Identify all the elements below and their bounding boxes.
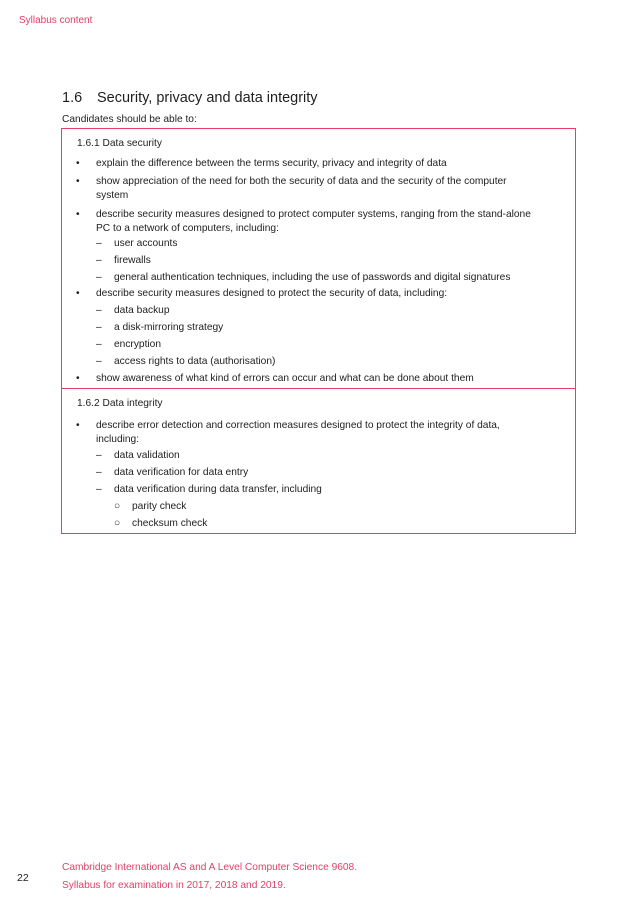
section-divider (62, 388, 575, 389)
list-item-continuation: including: (96, 434, 140, 445)
bullet-marker: • (76, 158, 80, 169)
subsection-heading-data-integrity: 1.6.2 Data integrity (77, 398, 163, 409)
list-item-continuation: system (96, 190, 129, 201)
bullet-marker: • (76, 209, 80, 220)
dash-marker: – (96, 484, 102, 495)
section-title-text: Security, privacy and data integrity (97, 90, 318, 106)
intro-text: Candidates should be able to: (62, 114, 197, 125)
sub-list-item: a disk-mirroring strategy (114, 322, 224, 333)
dash-marker: – (96, 255, 102, 266)
list-item: show appreciation of the need for both the security of data and the security of the computer (96, 176, 507, 187)
dash-marker: – (96, 238, 102, 249)
sub-list-item: user accounts (114, 238, 178, 249)
dash-marker: – (96, 450, 102, 461)
section-title (62, 90, 318, 106)
list-item-continuation: PC to a network of computers, including: (96, 223, 279, 234)
dash-marker: – (96, 305, 102, 316)
sub-list-item: data validation (114, 450, 180, 461)
list-item: describe security measures designed to protect computer systems, ranging from the stand-alone (96, 209, 531, 220)
sub-list-item: data backup (114, 305, 170, 316)
sub-list-item: access rights to data (authorisation) (114, 356, 276, 367)
sub-list-item: general authentication techniques, including the use of passwords and digital signatures (114, 272, 511, 283)
page-number: 22 (17, 872, 29, 884)
bullet-marker: • (76, 176, 80, 187)
footer-title: Cambridge International AS and A Level Computer Science 9608. (62, 862, 358, 873)
sub-sub-list-item: checksum check (132, 518, 208, 529)
dash-marker: – (96, 272, 102, 283)
list-item: describe security measures designed to protect the security of data, including: (96, 288, 448, 299)
circle-marker: ○ (114, 518, 121, 529)
content-box (61, 128, 576, 534)
sub-list-item: data verification during data transfer, including (114, 484, 322, 495)
bullet-marker: • (76, 288, 80, 299)
sub-list-item: data verification for data entry (114, 467, 249, 478)
list-item: explain the difference between the terms security, privacy and integrity of data (96, 158, 447, 169)
bullet-marker: • (76, 420, 80, 431)
sub-sub-list-item: parity check (132, 501, 187, 512)
dash-marker: – (96, 467, 102, 478)
bullet-marker: • (76, 373, 80, 384)
footer-subtitle: Syllabus for examination in 2017, 2018 and 2019. (62, 880, 286, 891)
circle-marker: ○ (114, 501, 121, 512)
dash-marker: – (96, 339, 102, 350)
sub-list-item: encryption (114, 339, 162, 350)
running-header: Syllabus content (19, 15, 93, 26)
section-number: 1.6 (62, 90, 83, 106)
dash-marker: – (96, 356, 102, 367)
dash-marker: – (96, 322, 102, 333)
list-item: describe error detection and correction measures designed to protect the integrity of data, (96, 420, 500, 431)
sub-list-item: firewalls (114, 255, 151, 266)
subsection-heading-data-security: 1.6.1 Data security (77, 138, 162, 149)
list-item: show awareness of what kind of errors can occur and what can be done about them (96, 373, 474, 384)
